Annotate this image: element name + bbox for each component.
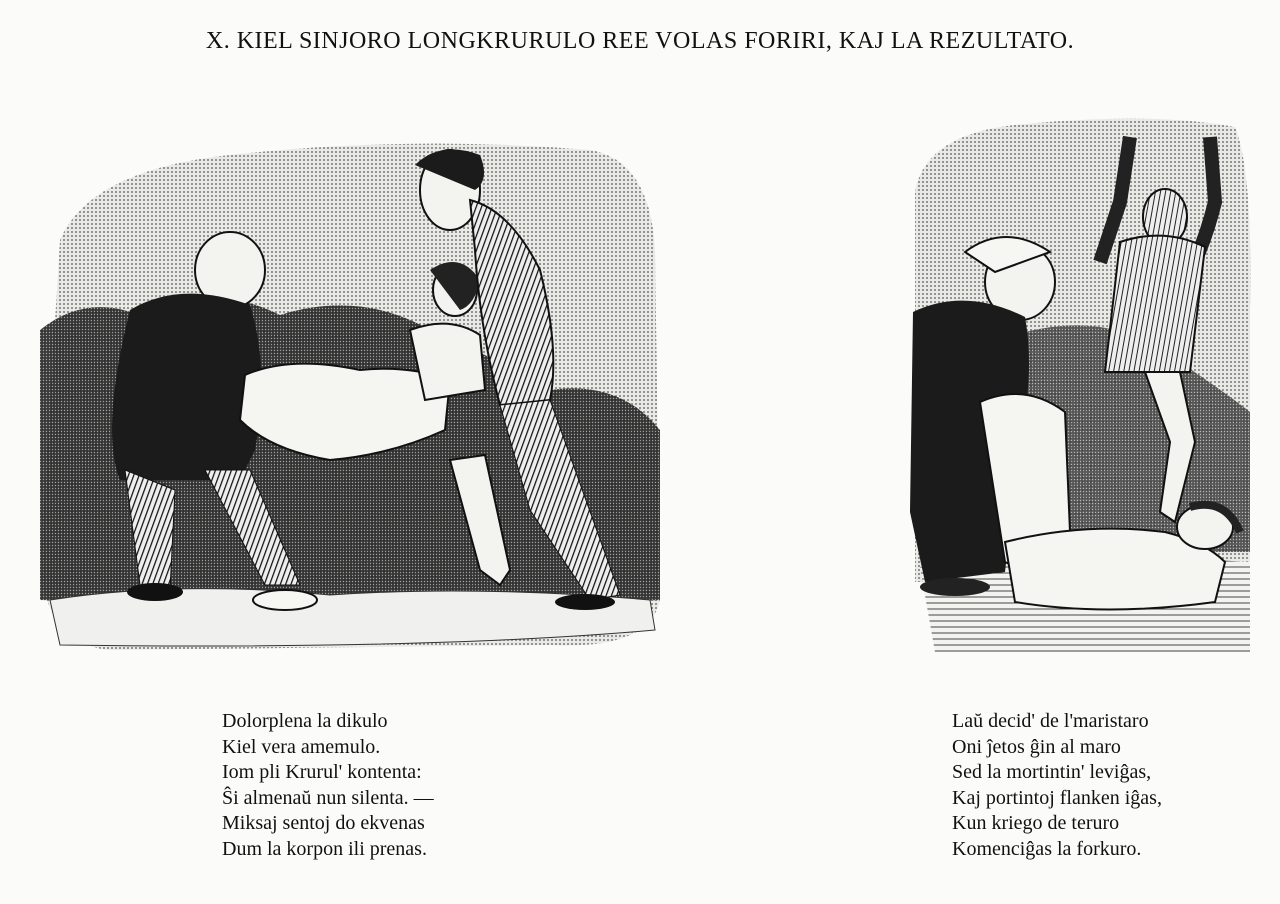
illustration-left [30, 130, 665, 660]
verse-left [222, 709, 434, 862]
verse-line: Ŝi almenaŭ nun silenta. — [222, 786, 434, 809]
verse-line: Komenciĝas la forkuro. [952, 837, 1142, 860]
verse-line: Dolorplena la dikulo [222, 710, 388, 732]
verse-right [952, 709, 1162, 862]
page-title: X. KIEL SINJORO LONGKRURULO REE VOLAS FORIRI, KAJ LA REZULTATO. [205, 28, 1075, 54]
verse-line: Kaj portintoj flanken iĝas, [952, 786, 1162, 809]
verse-line: Dum la korpon ili prenas. [222, 837, 427, 860]
verse-line: Laŭ decid' de l'maristaro [952, 710, 1149, 732]
verse-line: Iom pli Krurul' kontenta: [222, 761, 422, 783]
illustration-right [905, 112, 1255, 660]
verse-line: Oni ĵetos ĝin al maro [952, 735, 1121, 758]
verse-line: Kun kriego de teruro [952, 812, 1120, 834]
verse-line: Miksaj sentoj do ekvenas [222, 812, 425, 834]
verse-line: Sed la mortintin' leviĝas, [952, 761, 1152, 783]
verse-line: Kiel vera amemulo. [222, 735, 381, 758]
